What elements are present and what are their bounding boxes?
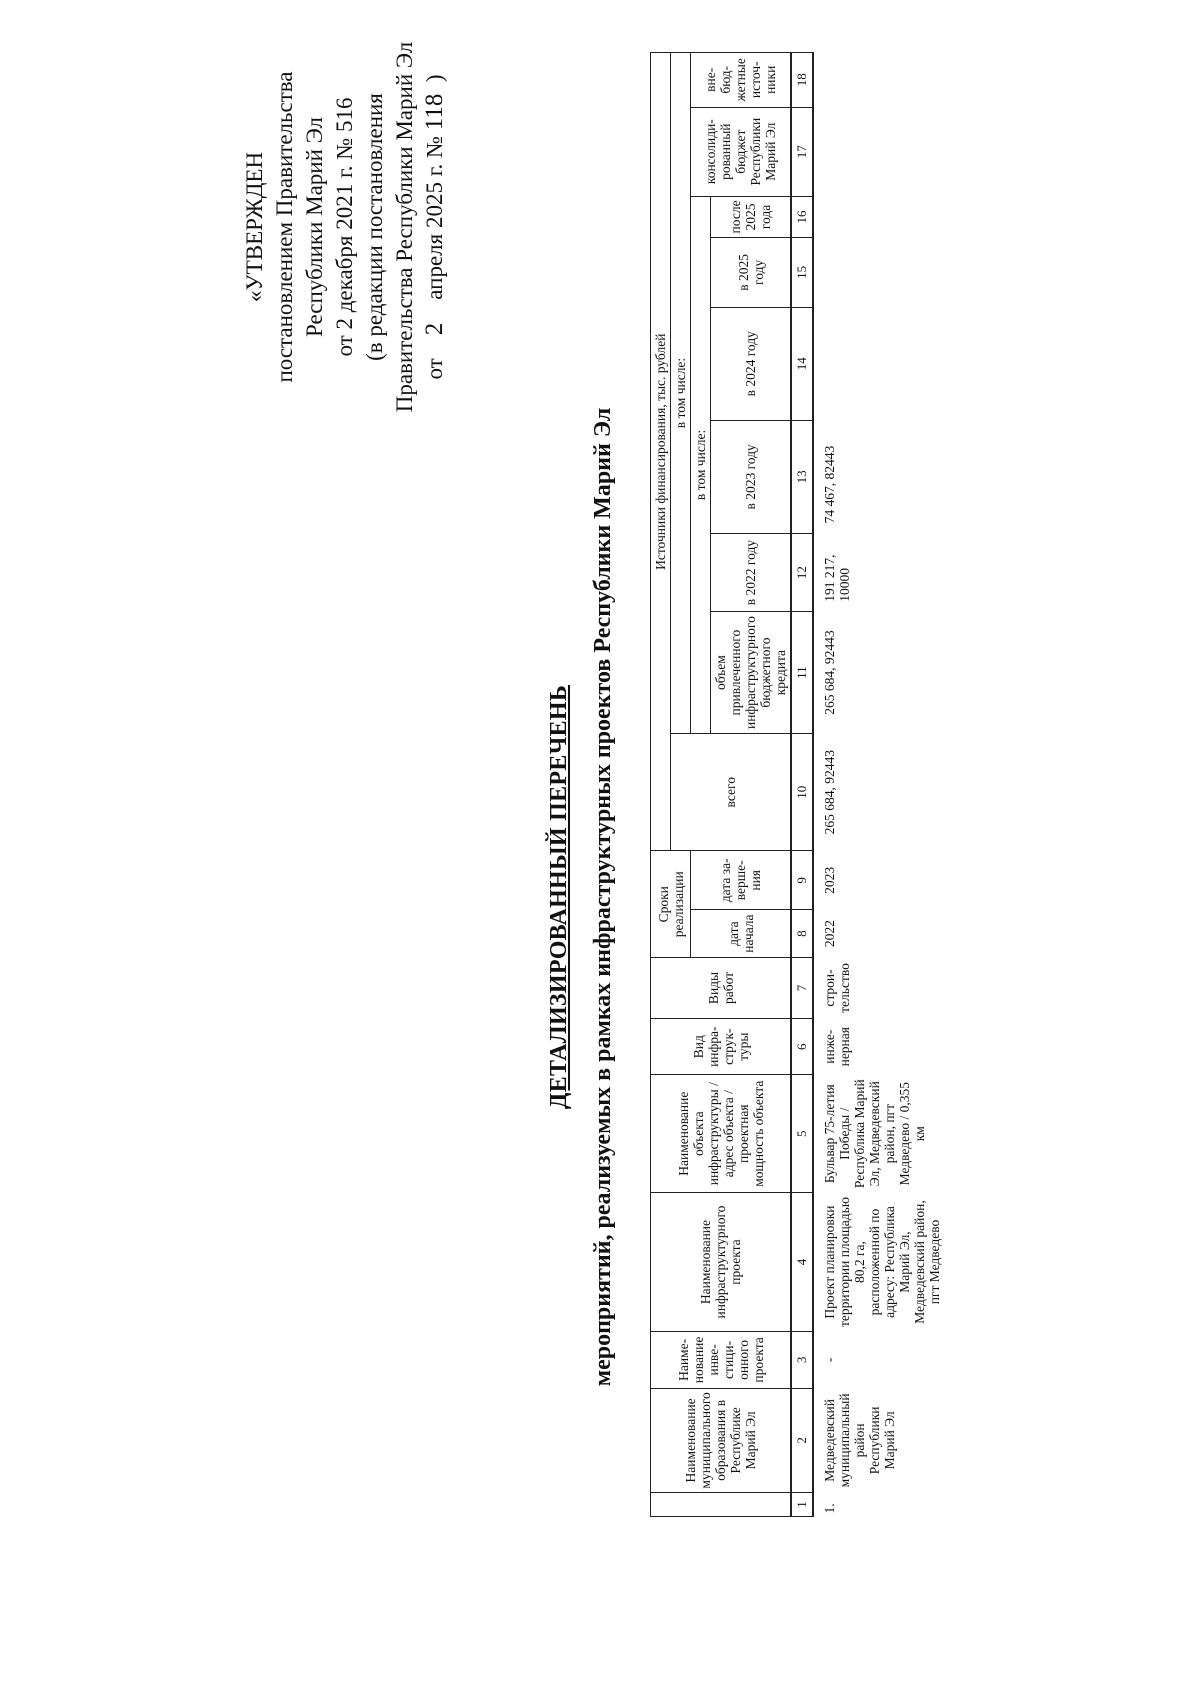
- column-number: 16: [791, 196, 813, 237]
- row-number: 1.: [822, 1503, 837, 1514]
- approval-line: постановлением Правительства: [272, 71, 297, 383]
- column-number: 7: [791, 958, 813, 1019]
- approval-number: 118: [421, 93, 448, 131]
- column-number: 8: [791, 910, 813, 958]
- header-2025: в 2025 году: [711, 238, 792, 308]
- column-number: 13: [791, 420, 813, 533]
- projects-table: [650, 52, 944, 1517]
- header-including-2: в том числе:: [691, 196, 711, 733]
- cell-start: 2022: [822, 920, 837, 948]
- approval-line: от 2 декабря 2021 г. № 516: [332, 97, 357, 357]
- column-number: 4: [791, 1192, 813, 1331]
- header-municipality: Наименование муниципального образования в Республике Марий Эл: [651, 1388, 792, 1492]
- approval-date-rest: апреля 2025 г. №: [422, 136, 447, 300]
- column-number: 11: [791, 612, 813, 734]
- header-including-1: в том числе:: [671, 53, 691, 734]
- cell-total: 265 684, 92443: [822, 750, 837, 835]
- header-2023: в 2023 году: [711, 420, 792, 533]
- column-number: 12: [791, 533, 813, 611]
- column-number: 6: [791, 1018, 813, 1075]
- cell-after-2025: [813, 196, 944, 237]
- header-terms: Сроки реализации: [651, 851, 691, 958]
- approval-line: Республики Марий Эл: [302, 116, 327, 338]
- cell-2025: [813, 238, 944, 308]
- approval-from: от: [422, 358, 447, 380]
- cell-2024: [813, 307, 944, 420]
- header-cell: [651, 1493, 792, 1517]
- approval-close: ): [422, 74, 447, 83]
- cell-investment-project: -: [822, 1357, 837, 1363]
- cell-infra-type: инже-нерная: [822, 1027, 852, 1067]
- approval-line: (в редакции постановления: [362, 93, 387, 361]
- header-infra-project: Наименование инфраструктурного проекта: [651, 1192, 792, 1331]
- cell-infra-project: Проект планировки территории площадью 80,2 га, расположенной по адресу: Республика Марий Эл, Медведевский район, пгт Медведево: [822, 1197, 942, 1327]
- header-object: Наименование объекта инфраструктуры / адрес объекта / проектная мощность объекта: [651, 1075, 792, 1192]
- cell-2023: 74 467, 82443: [822, 445, 837, 524]
- cell-2022: 191 217, 10000: [822, 554, 852, 602]
- header-credit: объем привлеченного инфраструктурного бюджетного кредита: [711, 612, 792, 734]
- cell-municipality: Медведевский муниципальный район Республики Марий Эл: [822, 1393, 897, 1488]
- header-2024: в 2024 году: [711, 307, 792, 420]
- cell-work-type: строи-тельство: [822, 963, 852, 1013]
- header-after-2025: после 2025 года: [711, 196, 792, 237]
- header-investment-project: Наиме-нование инве-стици-онного проекта: [651, 1332, 792, 1389]
- cell-object: Бульвар 75-летия Победы / Республика Марий Эл, Медведевский район, пгт Медведево / 0,355 км: [822, 1079, 927, 1189]
- header-extrabudget: вне-бюд-жетные источ-ники: [691, 53, 792, 108]
- header-2022: в 2022 году: [711, 533, 792, 611]
- approval-block: [240, 12, 450, 442]
- column-number: 17: [791, 107, 813, 196]
- table-row: [813, 53, 944, 1517]
- column-number: 3: [791, 1332, 813, 1389]
- cell-consolidated: [813, 107, 944, 196]
- cell-extrabudget: [813, 53, 944, 108]
- header-work-type: Виды работ: [651, 958, 792, 1019]
- header-total: всего: [671, 734, 792, 851]
- header-start-date: дата начала: [691, 910, 792, 958]
- column-number: 10: [791, 734, 813, 851]
- approval-line: Правительства Республики Марий Эл: [392, 41, 417, 413]
- column-number: 9: [791, 851, 813, 910]
- column-number: 2: [791, 1388, 813, 1492]
- column-number: 15: [791, 238, 813, 308]
- header-end-date: дата за-верше-ния: [691, 851, 792, 910]
- column-number: 1: [791, 1493, 813, 1517]
- header-sources: Источники финансирования, тыс. рублей: [651, 53, 671, 851]
- approval-day: 2: [421, 322, 448, 336]
- column-number: 5: [791, 1075, 813, 1192]
- column-number: 18: [791, 53, 813, 108]
- cell-end: 2023: [822, 866, 837, 894]
- column-number: 14: [791, 307, 813, 420]
- approval-line: [420, 12, 450, 442]
- document-subtitle: мероприятий, реализуемых в рамках инфраструктурных проектов Республики Марий Эл: [590, 407, 616, 1387]
- cell-credit: 265 684, 92443: [822, 630, 837, 715]
- approval-line: «УТВЕРЖДЕН: [242, 151, 267, 303]
- document-title: ДЕТАЛИЗИРОВАННЫЙ ПЕРЕЧЕНЬ: [546, 684, 572, 1110]
- header-infra-type: Вид инфра-струк-туры: [651, 1018, 792, 1075]
- header-consolidated: консолиди-рованный бюджет Республики Марий Эл: [691, 107, 792, 196]
